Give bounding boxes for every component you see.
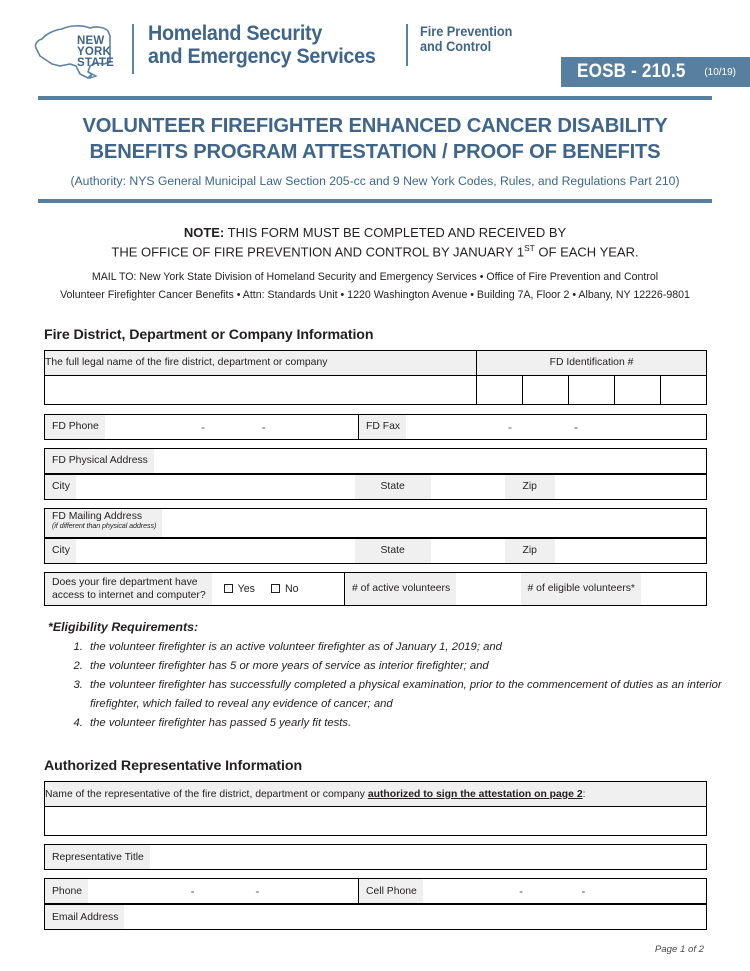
table-row <box>45 508 707 537</box>
fire-district-section-heading: Fire District, Department or Company Information <box>44 326 374 343</box>
table-row <box>45 879 707 904</box>
page-header <box>0 0 750 90</box>
form-revision-date: (10/19) <box>704 66 736 78</box>
mailing-instruction-line1: MAIL TO: New York State Division of Homeland Security and Emergency Services • Office of Fire Prevention and Control <box>91 270 659 283</box>
fd-city-state-zip-table <box>44 474 707 500</box>
fd-mailing-address-sublabel: (if different than physical address) <box>52 520 157 530</box>
note-line2-pre: THE OFFICE OF FIRE PREVENTION AND CONTROL BY JANUARY 1 <box>111 244 525 260</box>
representative-title-input[interactable] <box>150 845 706 869</box>
representative-title-label: Representative Title <box>45 845 150 869</box>
list-item: 1. the volunteer firefighter is an active volunteer firefighter as of January 1, 2019; and <box>86 638 750 656</box>
internet-access-no-label: No <box>284 582 299 595</box>
table-row <box>45 448 707 473</box>
title-rule-bottom <box>38 199 712 203</box>
fd-mailing-state-cell[interactable] <box>355 538 505 563</box>
fd-mailing-state-label: State <box>355 539 431 563</box>
form-code-badge <box>561 57 750 87</box>
active-volunteers-input[interactable] <box>456 573 520 605</box>
fd-contact-table <box>44 414 707 440</box>
fd-id-header: FD Identification # <box>477 350 707 375</box>
page-title-line1: VOLUNTEER FIREFIGHTER ENHANCED CANCER DISABILITY <box>82 114 668 137</box>
fd-id-digit-3[interactable] <box>569 375 615 404</box>
representative-email-table <box>44 904 707 930</box>
fd-city-cell[interactable] <box>45 474 355 499</box>
note-ordinal-suffix: ST <box>524 242 535 253</box>
fd-mailing-address-cell[interactable] <box>45 508 707 537</box>
fd-physical-address-table <box>44 448 707 474</box>
eligibility-requirements-title: *Eligibility Requirements: <box>48 619 199 634</box>
representative-name-header-post: : <box>582 788 586 800</box>
representative-name-input[interactable] <box>45 807 707 836</box>
representative-phone-label: Phone <box>45 879 88 903</box>
internet-access-cell[interactable] <box>45 572 345 605</box>
fd-mailing-address-table <box>44 508 707 538</box>
fd-fax-label: FD Fax <box>359 415 406 439</box>
fire-district-table <box>44 350 707 405</box>
fd-mailing-zip-label: Zip <box>505 539 555 563</box>
representative-phone-table <box>44 878 707 904</box>
representative-cell-phone-label: Cell Phone <box>359 879 423 903</box>
note-block <box>0 224 750 302</box>
representative-title-cell[interactable] <box>45 845 707 870</box>
page-indicator: Page 1 of 2 <box>654 944 704 955</box>
eligible-volunteers-input[interactable] <box>641 573 706 605</box>
internet-question-line2: access to internet and computer? <box>52 589 206 601</box>
checkbox-icon <box>224 584 233 593</box>
representative-phone-cell[interactable] <box>45 879 359 904</box>
fd-zip-cell[interactable] <box>505 474 707 499</box>
list-item: 4. the volunteer firefighter has passed 5 yearly fit tests. <box>86 714 750 732</box>
table-row <box>45 538 707 563</box>
table-row <box>45 845 707 870</box>
note-line2-post: OF EACH YEAR. <box>534 244 639 260</box>
fd-mailing-zip-input[interactable] <box>555 539 706 563</box>
table-row <box>45 807 707 836</box>
title-block <box>0 100 750 188</box>
eligibility-requirements-list <box>68 638 750 732</box>
fd-zip-input[interactable] <box>555 475 706 499</box>
sub-agency-line2: and Control <box>420 39 492 55</box>
fd-mailing-state-input[interactable] <box>431 539 505 563</box>
fd-mailing-city-label: City <box>45 539 76 563</box>
representative-name-header <box>45 782 707 807</box>
fd-state-label: State <box>355 475 431 499</box>
fd-id-digit-1[interactable] <box>477 375 523 404</box>
list-item: 2. the volunteer firefighter has 5 or more years of service as interior firefighter; and <box>86 657 750 675</box>
representative-cell-phone-cell[interactable] <box>359 879 707 904</box>
note-line1-text: THIS FORM MUST BE COMPLETED AND RECEIVED BY <box>224 225 567 241</box>
representative-phone-input[interactable]: - - <box>190 884 260 899</box>
eligible-volunteers-label: # of eligible volunteers* <box>521 573 641 605</box>
note-line2 <box>0 243 750 262</box>
authority-citation: (Authority: NYS General Municipal Law Section 205-cc and 9 New York Codes, Rules, and Regulations Part 210) <box>70 174 680 189</box>
mailing-instruction-line2: Volunteer Firefighter Cancer Benefits • Attn: Standards Unit • 1220 Washington Avenue • Building 7A, Floor 2 • Albany, NY 12226-9801 <box>60 288 690 301</box>
fd-mailing-address-label: FD Mailing Address <box>52 510 143 522</box>
fd-fax-input[interactable]: - - <box>508 419 579 434</box>
svg-text:NEW: NEW <box>77 35 105 47</box>
fd-state-input[interactable] <box>431 475 505 499</box>
fd-mailing-zip-cell[interactable] <box>505 538 707 563</box>
page-title-line2: BENEFITS PROGRAM ATTESTATION / PROOF OF BENEFITS <box>89 140 661 164</box>
representative-email-cell[interactable] <box>45 905 707 930</box>
representative-cell-phone-input[interactable]: - - <box>519 884 586 899</box>
legal-name-input[interactable] <box>45 375 477 404</box>
new-york-state-logo <box>30 22 126 84</box>
fd-fax-cell[interactable] <box>359 414 707 439</box>
representative-name-header-pre: Name of the representative of the fire district, department or company <box>45 788 368 800</box>
table-row <box>45 905 707 930</box>
table-row <box>45 375 707 404</box>
internet-access-yes-label: Yes <box>237 582 255 595</box>
list-item: 3. the volunteer firefighter has successfully completed a physical examination, prior to the commencement of duties as an interior firefighter, which failed to reveal any evidence of cancer; and <box>86 676 750 713</box>
table-row <box>45 350 707 375</box>
legal-name-header: The full legal name of the fire district, department or company <box>45 350 477 375</box>
fd-city-input[interactable] <box>76 475 355 499</box>
note-label: NOTE: <box>183 225 225 241</box>
representative-name-header-emphasis: authorized to sign the attestation on page 2 <box>367 788 583 800</box>
representative-email-input[interactable] <box>124 905 706 929</box>
svg-text:YORK: YORK <box>77 46 112 58</box>
fd-mailing-address-input[interactable] <box>162 509 706 537</box>
table-row <box>45 414 707 439</box>
fd-mailing-city-input[interactable] <box>76 539 355 563</box>
fd-id-digit-2[interactable] <box>523 375 569 404</box>
table-row <box>45 572 707 605</box>
fd-phone-input[interactable]: - - <box>201 419 266 434</box>
agency-name-line1: Homeland Security <box>148 22 323 45</box>
representative-email-label: Email Address <box>45 905 124 929</box>
table-row <box>45 782 707 807</box>
representative-title-table <box>44 844 707 870</box>
logo-divider <box>132 24 134 74</box>
agency-name-line2: and Emergency Services <box>148 44 376 68</box>
fd-volunteers-table <box>44 572 707 606</box>
table-row <box>45 474 707 499</box>
fd-city-label: City <box>45 475 76 499</box>
fd-physical-address-label: FD Physical Address <box>45 449 154 473</box>
page-title <box>35 113 715 165</box>
fd-physical-address-cell[interactable] <box>45 448 707 473</box>
fd-phone-cell[interactable] <box>45 414 359 439</box>
svg-text:STATE: STATE <box>77 57 114 69</box>
sub-agency-name <box>420 22 518 54</box>
fd-zip-label: Zip <box>505 475 555 499</box>
form-code: EOSB - 210.5 <box>576 61 686 82</box>
fd-mailing-city-state-zip-table <box>44 538 707 564</box>
internet-access-yes-checkbox[interactable] <box>224 583 255 595</box>
fd-physical-address-input[interactable] <box>154 449 706 473</box>
internet-question-line1: Does your fire department have <box>52 576 198 588</box>
sub-agency-divider <box>406 24 408 66</box>
fd-id-digit-4[interactable] <box>615 375 661 404</box>
checkbox-icon <box>271 584 280 593</box>
representative-section-heading: Authorized Representative Information <box>44 758 303 775</box>
active-volunteers-cell[interactable] <box>345 572 521 605</box>
agency-name <box>148 22 390 68</box>
fd-mailing-city-cell[interactable] <box>45 538 355 563</box>
internet-access-no-checkbox[interactable] <box>271 583 299 595</box>
sub-agency-line1: Fire Prevention <box>420 24 513 39</box>
representative-name-table <box>44 781 707 836</box>
eligible-volunteers-cell[interactable] <box>521 572 707 605</box>
fd-phone-label: FD Phone <box>45 415 105 439</box>
active-volunteers-label: # of active volunteers <box>345 573 456 605</box>
fd-state-cell[interactable] <box>355 474 505 499</box>
fd-id-digit-5[interactable] <box>661 375 707 404</box>
note-line1 <box>0 224 750 242</box>
